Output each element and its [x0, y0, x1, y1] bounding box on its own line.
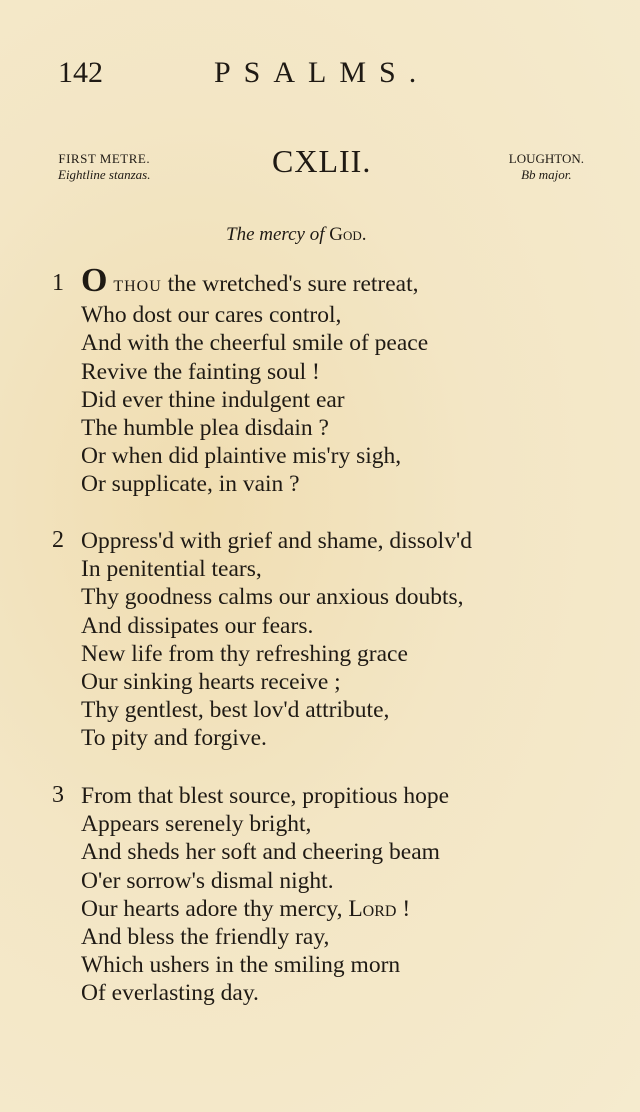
lord-line-start: Our hearts adore thy mercy,	[81, 895, 349, 922]
verse-line: Who dost our cares control,	[81, 302, 342, 329]
verse-number: 2	[52, 527, 64, 553]
lord-word: Lord	[348, 895, 397, 922]
stanza-lines	[81, 782, 449, 1008]
verse-number: 1	[52, 270, 64, 296]
verse-line: Revive the fainting soul !	[81, 358, 320, 385]
verse-line	[81, 895, 449, 923]
drop-initial: O	[81, 262, 108, 299]
stanza-form: Eightline stanzas.	[58, 167, 151, 182]
verse-line: And sheds her soft and cheering beam	[81, 839, 440, 866]
verse-line: And with the cheerful smile of peace	[81, 330, 429, 357]
verse-line: Appears serenely bright,	[81, 811, 312, 838]
lord-line-end: !	[396, 895, 411, 922]
verse-line: O'er sorrow's dismal night.	[81, 867, 334, 894]
tune-name: LOUGHTON.	[508, 151, 584, 166]
verse-line: Thy gentlest, best lov'd attribute,	[81, 697, 390, 724]
verse-line: Of everlasting day.	[81, 980, 259, 1007]
page-number: 142	[58, 56, 103, 89]
verse-line: Did ever thine indulgent ear	[81, 386, 345, 413]
psalm-subtitle	[226, 224, 367, 246]
metre-label: FIRST METRE.	[58, 151, 151, 166]
running-head: PSALMS.	[214, 56, 430, 89]
verse-line: And dissipates our fears.	[81, 612, 314, 639]
tune-info	[509, 151, 584, 183]
verse-line: Thy goodness calms our anxious doubts,	[81, 584, 464, 611]
subtitle-text: The mercy of	[226, 224, 325, 245]
stanza-lines	[81, 527, 472, 753]
verse-line: And bless the friendly ray,	[81, 924, 330, 951]
verse-line: To pity and forgive.	[81, 725, 267, 752]
verse-line: Or when did plaintive mis'ry sigh,	[81, 443, 402, 470]
verse-line: Our sinking hearts receive ;	[81, 669, 341, 696]
verse-line: In penitential tears,	[81, 556, 262, 583]
verse-line: Oppress'd with grief and shame, dissolv'd	[81, 528, 472, 554]
verse-line: The humble plea disdain ?	[81, 415, 329, 442]
verse-line: New life from thy refreshing grace	[81, 640, 408, 667]
verse-line: From that blest source, propitious hope	[81, 783, 450, 809]
metre-info	[58, 151, 150, 183]
subtitle-god: God.	[329, 224, 367, 245]
verse-number: 3	[52, 782, 64, 808]
first-line-rest: the wretched's sure retreat,	[161, 271, 419, 297]
small-caps-word: THOU	[113, 278, 162, 295]
psalm-number: CXLII.	[272, 143, 372, 179]
verse-line: Or supplicate, in vain ?	[81, 471, 300, 498]
tune-key: Bb major.	[521, 167, 572, 182]
verse-line: Which ushers in the smiling morn	[81, 952, 401, 979]
verse-line	[81, 262, 428, 301]
stanza-lines	[81, 262, 429, 499]
